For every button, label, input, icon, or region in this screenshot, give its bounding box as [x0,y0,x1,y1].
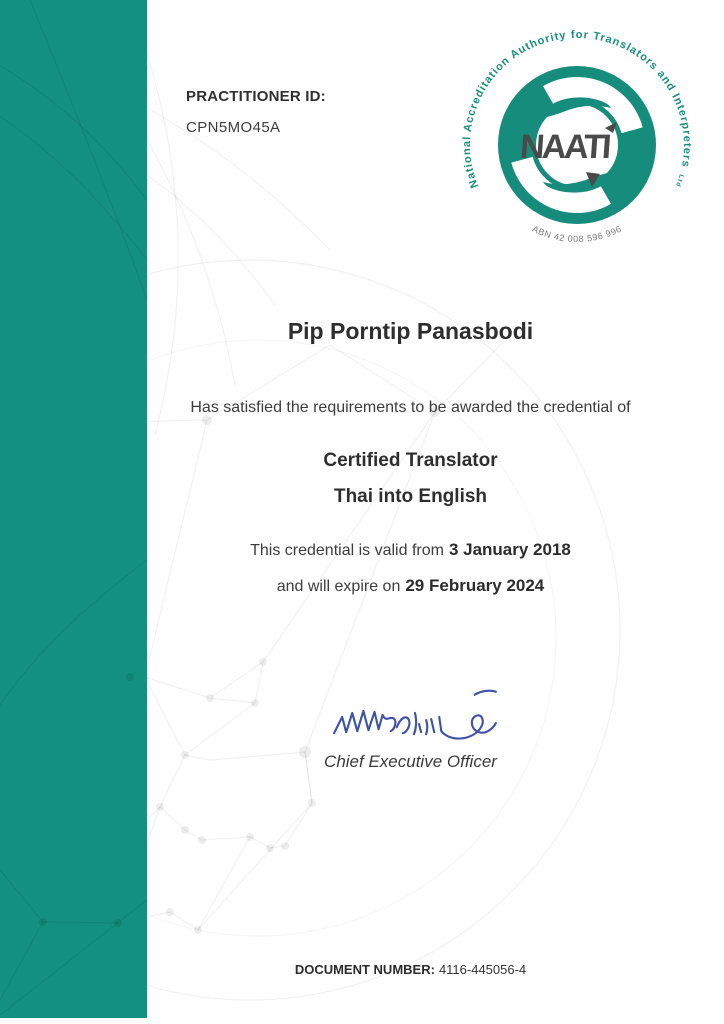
expire-line [147,576,724,596]
statement-line: Has satisfied the requirements to be awarded the credential of [190,399,631,416]
recipient-name: Pip Porntip Panasbodi [287,318,534,344]
expire-date: 29 February 2024 [405,576,545,595]
naati-logo [437,12,717,262]
credential-title: Certified Translator [323,450,498,471]
document-number-value: 4116-445056-4 [438,962,527,977]
practitioner-id-label: PRACTITIONER ID: [186,88,326,105]
logo-abn-text: ABN 42 008 596 996 [530,223,624,245]
logo-ring-text: National Accreditation Authority for Translators and Interpreters Ltd [460,28,694,190]
practitioner-id-block [186,88,326,136]
valid-from-prefix: This credential is valid from [250,542,444,559]
expire-prefix: and will expire on [276,578,401,595]
signatory-title: Chief Executive Officer [324,752,497,771]
document-number-line [147,962,724,977]
ceo-signature [330,686,502,748]
valid-from-line [147,540,724,560]
svg-text:NAATI: NAATI [518,128,611,166]
credential-language-direction: Thai into English [333,486,488,507]
valid-from-date: 3 January 2018 [448,540,571,559]
teal-sidebar-pattern [0,0,147,1018]
practitioner-id-value: CPN5MO45A [186,119,281,136]
document-number-label: DOCUMENT NUMBER: [294,962,435,977]
